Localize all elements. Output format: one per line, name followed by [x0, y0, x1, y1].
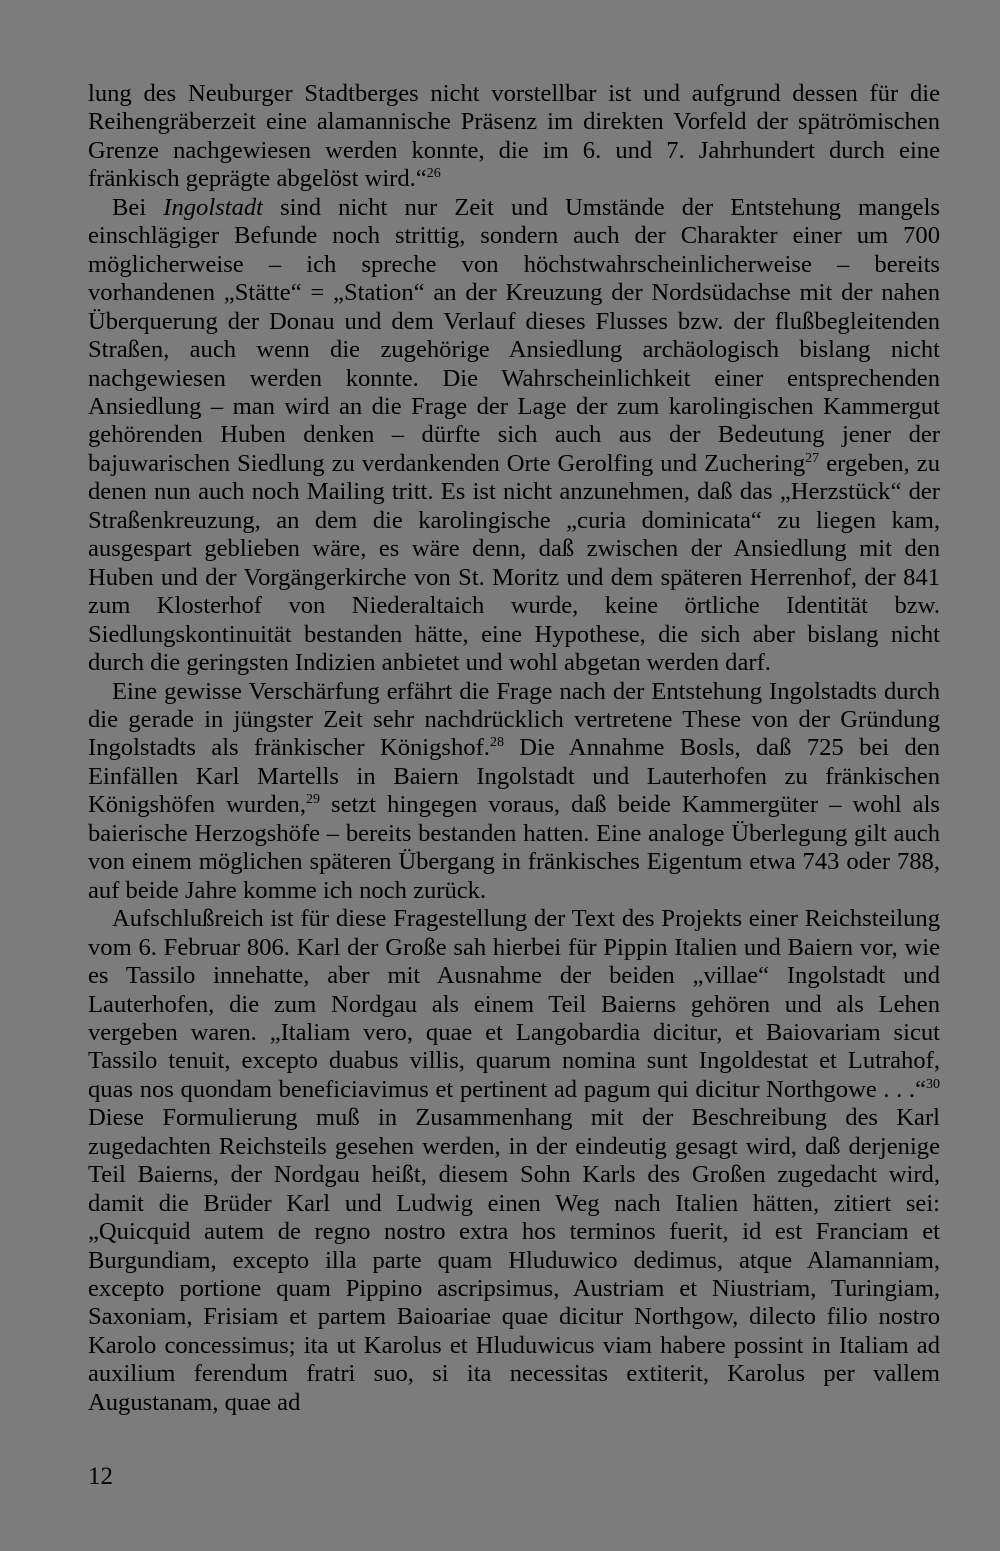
text-run: ergeben, zu denen nun auch noch Mailing tritt. Es ist nicht anzunehmen, daß das „Herzstück“ der Straßenkreuzung, an dem die karolingische „curia dominicata“ zu liegen kam, ausgespart geblieben wäre, es wäre denn, daß zwischen der Ansiedlung mit den Huben und der Vorgängerkirche von St. Moritz und dem späteren Herrenhof, der 841 zum Klosterhof von Niederaltaich wurde, keine örtliche Identität bzw. Siedlungskontinuität bestanden hätte, eine Hypothese, die sich aber bislang nicht durch die geringsten Indizien anbietet und wohl abgetan werden darf.	[88, 449, 940, 677]
footnote-marker: 30	[926, 1076, 940, 1092]
text-run: lung des Neuburger Stadtberges nicht vorstellbar ist und aufgrund dessen für die Reihengräberzeit eine alamannische Präsenz im direkten Vorfeld der spätrömischen Grenze nachgewiesen werden konnte, die im 6. und 7. Jahrhundert durch eine fränkisch geprägte abgelöst wird.“	[88, 80, 940, 193]
emphasized-text: Ingolstadt	[163, 193, 263, 221]
footnote-marker: 29	[306, 792, 320, 808]
footnote-marker: 28	[489, 735, 504, 751]
footnote-marker: 27	[805, 450, 820, 466]
text-run: Die Annahme Bosls, daß 725 bei den Einfällen Karl Martells in Baiern Ingolstadt und Lauterhofen zu fränkischen Königshöfen wurden,	[88, 734, 940, 819]
text-run: setzt hingegen voraus, daß beide Kammergüter – wohl als baierische Herzogshöfe – bereits bestanden hatten. Eine analoge Überlegung gilt auch von einem möglichen späteren Übergang in fränkisches Eigentum etwa 743 oder 788, auf beide Jahre komme ich noch zurück.	[88, 791, 940, 904]
text-run: Aufschlußreich ist für diese Fragestellung der Text des Projekts einer Reichsteilung vom 6. Februar 806. Karl der Große sah hierbei für Pippin Italien und Baiern vor, wie es Tassilo innehatte, aber mit Ausnahme der beiden „villae“ Ingolstadt und Lauterhofen, die zum Nordgau als einem Teil Baierns gehören und als Lehen vergeben waren. „Italiam vero, quae et Langobardia dicitur, et Baiovariam sicut Tassilo tenuit, excepto duabus villis, quarum nomina sunt Ingoldestat et Lutrahof, quas nos quondam beneficiavimus et pertinent ad pagum qui dicitur Northgowe . . .“	[88, 905, 940, 1103]
text-run: Bei	[112, 193, 164, 221]
paragraph	[88, 80, 940, 194]
text-run: Diese Formulierung muß in Zusammenhang mit der Beschreibung des Karl zugedachten Reichsteils gesehen werden, in der eindeutig gesagt wird, daß derjenige Teil Baierns, der Nordgau heißt, diesem Sohn Karls des Großen zugedacht wird, damit die Brüder Karl und Ludwig einen Weg nach Italien hätten, zitiert sei: „Quicquid autem de regno nostro extra hos terminos fuerit, id est Franciam et Burgundiam, excepto illa parte quam Hluduwico dedimus, atque Alamanniam, excepto portione quam Pippino ascripsimus, Austriam et Niustriam, Turingiam, Saxoniam, Frisiam et partem Baioariae quae dicitur Northgow, dilecto filio nostro Karolo concessimus; ita ut Karolus et Hluduwicus viam habere possint in Italiam ad auxilium ferendum fratri suo, si ita necessitas extiterit, Karolus per vallem Augustanam, quae ad	[88, 1104, 940, 1416]
page-number: 12	[88, 1463, 113, 1490]
footnote-marker: 26	[426, 166, 441, 182]
text-run: Eine gewisse Verschärfung erfährt die Frage nach der Entstehung Ingolstadts durch die gerade in jüngster Zeit sehr nachdrücklich vertretene These von der Gründung Ingolstadts als fränkischer Königshof.	[88, 677, 940, 762]
text-run: sind nicht nur Zeit und Umstände der Entstehung mangels einschlägiger Befunde noch strittig, sondern auch der Charakter einer um 700 möglicherweise – ich spreche von höchstwahrscheinlicherweise – bereits vorhandenen „Stätte“ = „Station“ an der Kreuzung der Nordsüdachse mit der nahen Überquerung der Donau und dem Verlauf dieses Flusses bzw. der flußbegleitenden Straßen, auch wenn die zugehörige Ansiedlung archäologisch bislang nicht nachgewiesen werden konnte. Die Wahrscheinlichkeit einer entsprechenden Ansiedlung – man wird an die Frage der Lage der zum karolingischen Kammergut gehörenden Huben denken – dürfte sich auch aus der Bedeutung jener der bajuwarischen Siedlung zu verdankenden Orte Gerolfing und Zuchering	[88, 193, 940, 477]
page-body	[88, 80, 940, 1417]
paragraph	[88, 905, 940, 1417]
paragraph	[88, 678, 940, 906]
paragraph	[88, 194, 940, 678]
